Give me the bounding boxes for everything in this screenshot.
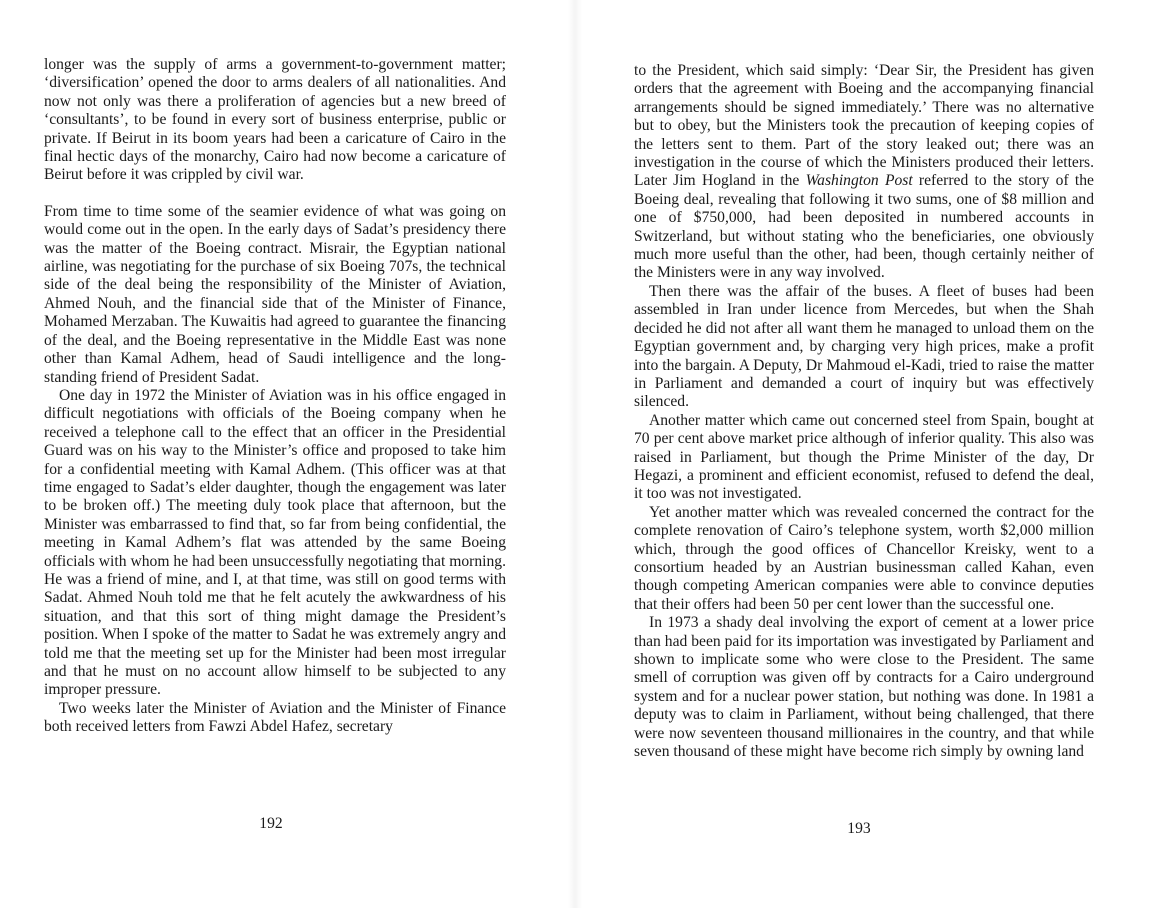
paragraph: From time to time some of the seamier evidence of what was going on would come out in the open. In the early days of Sadat’s presidency there was the matter of the Boeing contract. Misrair, the Egyptian national airline, was negotiating for the purchase of six Boeing 707s, the technical side of the deal being the responsibility of the Minister of Aviation, Ahmed Nouh, and the financial side that of the Minister of Finance, Mohamed Merzaban. The Kuwaitis had agreed to guarantee the financing of the deal, and the Boeing representative in the Middle East was none other than Kamal Adhem, head of Saudi intelligence and the long-standing friend of President Sadat.	[44, 202, 506, 386]
left-page	[44, 56, 506, 737]
page-number: 192	[259, 815, 283, 832]
paragraph	[634, 62, 1094, 283]
italic-title: Washington Post	[805, 172, 913, 190]
paragraph: One day in 1972 the Minister of Aviation was in his office engaged in difficult negotiations with officials of the Boeing company when he received a telephone call to the effect that an officer in the Presidential Guard was on his way to the Minister’s office and proposed to take him for a confidential meeting with Kamal Adhem. (This officer was at that time engaged to Sadat’s elder daughter, though the engagement was later to be broken off.) The meeting duly took place that afternoon, but the Minister was embarrassed to find that, so far from being confidential, the meeting in Kamal Adhem’s flat was attended by the same Boeing officials with whom he had been unsuccessfully negotiating that morning. He was a friend of mine, and I, at that time, was still on good terms with Sadat. Ahmed Nouh told me that he felt acutely the awkwardness of his situation, and that this sort of thing might damage the President’s position. When I spoke of the matter to Sadat he was extremely angry and told me that the meeting set up for the Minister had been most irregular and that he must on no account allow himself to be subjected to any improper pressure.	[44, 386, 506, 699]
paragraph-text: to the President, which said simply: ‘Dear Sir, the President has given orders that the agreement with Boeing and the accompanying financial arrangements should be signed immediately.’ There was no alternative but to obey, but the Ministers took the precaution of keeping copies of the letters sent to them. Part of the story leaked out; there was an investigation in the course of which the Ministers produced their letters. Later Jim Hogland in the	[634, 62, 1094, 190]
paragraph: Two weeks later the Minister of Aviation and the Minister of Finance both received letters from Fawzi Abdel Hafez, secretary	[44, 699, 506, 736]
paragraph: Another matter which came out concerned steel from Spain, bought at 70 per cent above market price although of inferior quality. This also was raised in Parliament, but though the Prime Minister of the day, Dr Hegazi, a prominent and efficient economist, refused to defend the deal, it too was not investigated.	[634, 411, 1094, 503]
book-spine	[568, 0, 582, 908]
paragraph: longer was the supply of arms a government-to-government matter; ‘diversification’ opened the door to arms dealers of all nationalities. And now not only was there a proliferation of agencies but a new breed of ‘consultants’, to be found in every sort of business enterprise, public or private. If Beirut in its boom years had been a caricature of Cairo in the final hectic days of the monarchy, Cairo had now become a caricature of Beirut before it was crippled by civil war.	[44, 56, 506, 184]
right-page	[634, 62, 1094, 761]
paragraph: Yet another matter which was revealed concerned the contract for the complete renovation of Cairo’s telephone system, worth $2,000 million which, through the good offices of Chancellor Kreisky, went to a consortium headed by an Austrian businessman called Kahan, even though competing American companies were able to convince deputies that their offers had been 50 per cent lower than the successful one.	[634, 503, 1094, 613]
paragraph: In 1973 a shady deal involving the export of cement at a lower price than had been paid for its importation was investigated by Parliament and shown to implicate some who were close to the President. The same smell of corruption was given off by contracts for a Cairo underground system and for a nuclear power station, but nothing was done. In 1981 a deputy was to claim in Parliament, without being challenged, that there were now seventeen thousand millionaires in the country, and that while seven thousand of these might have become rich simply by owning land	[634, 614, 1094, 761]
paragraph-text: referred to the story of the Boeing deal, revealing that following it two sums, one of $8 million and one of $750,000, had been deposited in numbered accounts in Switzerland, but without stating who the beneficiaries, one obviously much more useful than the other, had been, though certainly neither of the Ministers were in any way involved.	[634, 172, 1094, 282]
page-number: 193	[847, 820, 871, 837]
paragraph: Then there was the affair of the buses. A fleet of buses had been assembled in Iran under licence from Mercedes, but when the Shah decided he did not after all want them he managed to unload them on the Egyptian government and, by charging very high prices, make a profit into the bargain. A Deputy, Dr Mahmoud el-Kadi, tried to raise the matter in Parliament and demanded a court of inquiry but was effectively silenced.	[634, 282, 1094, 411]
